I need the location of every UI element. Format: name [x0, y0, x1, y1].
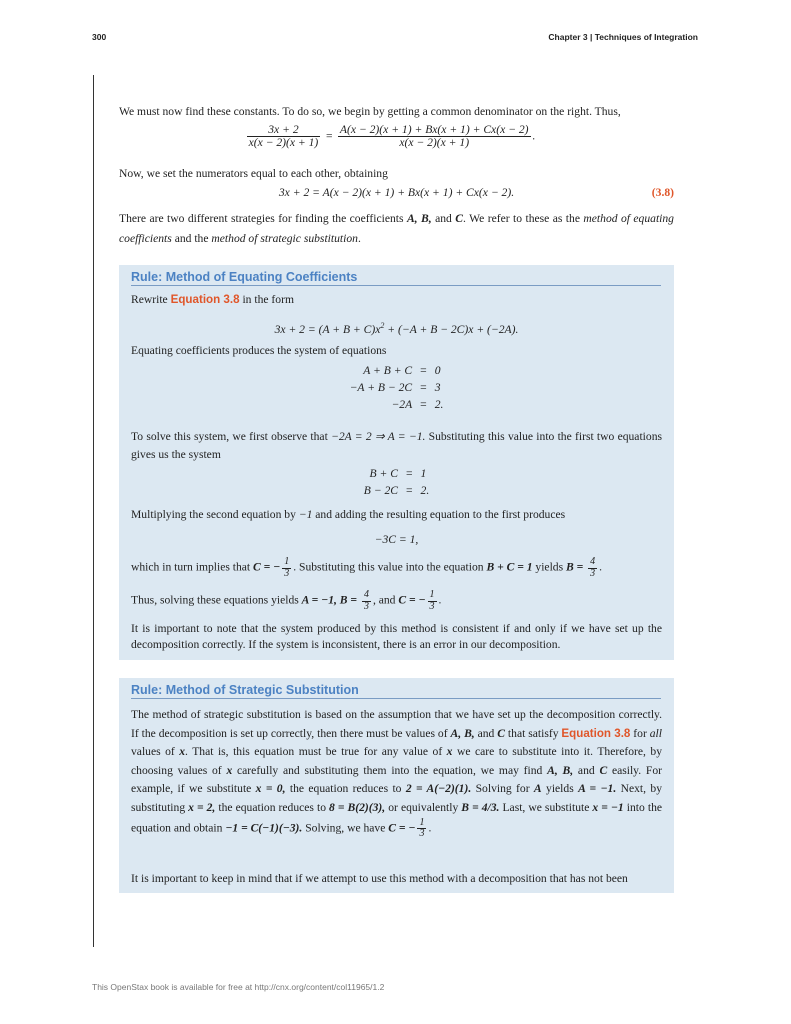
math: 2 = A(−2)(1).	[405, 782, 472, 796]
paragraph	[131, 342, 662, 360]
system-cell: B + C	[369, 467, 398, 480]
text: .	[357, 232, 361, 245]
system-cell: =	[420, 381, 427, 394]
page-number: 300	[92, 32, 107, 42]
paragraph	[131, 291, 662, 309]
denominator: 3	[590, 567, 596, 579]
text: .	[438, 593, 442, 607]
text: that satisfy	[505, 726, 562, 740]
text: It is important to keep in mind that if we attempt to use this method with a decomposition that has not been	[131, 872, 628, 885]
system-row	[346, 379, 448, 396]
math: C	[497, 726, 506, 740]
system-cell: 2.	[420, 484, 430, 497]
system-row	[346, 396, 448, 413]
paragraph	[131, 506, 662, 524]
system-row	[346, 362, 448, 379]
denominator: x(x − 2)(x + 1)	[399, 136, 470, 150]
text: It is important to note that the system produced by this method is consistent if and only if we have set up the decomposition correctly. If the system is inconsistent, there is an error in our decomposition.	[131, 622, 662, 651]
text: There are two different strategies for finding the coefficients	[119, 212, 407, 225]
equation-link[interactable]: Equation 3.8	[170, 293, 240, 306]
rule-title: Rule: Method of Strategic Substitution	[131, 683, 661, 699]
math: C	[599, 763, 608, 777]
paragraph	[119, 164, 674, 184]
text: , and	[372, 593, 399, 607]
text: yields	[541, 782, 579, 796]
math: A = −1,	[301, 593, 337, 607]
system-cell: −A + B − 2C	[349, 381, 413, 394]
equation	[131, 317, 662, 339]
equation-3-8	[119, 183, 674, 203]
rule-box-strategic-substitution	[119, 678, 674, 893]
equation-body	[279, 186, 514, 199]
text: .	[428, 821, 432, 835]
fraction	[338, 124, 531, 149]
text: the equation reduces to	[285, 782, 406, 796]
paragraph	[131, 706, 662, 840]
text: .	[599, 560, 603, 574]
math: C	[455, 212, 464, 225]
math: B =	[339, 593, 360, 607]
text: Equating coefficients produces the system of equations	[131, 344, 387, 357]
math: x = −1	[592, 800, 624, 814]
text: or equivalently	[385, 800, 462, 814]
text: . Substituting this value into the equation	[293, 560, 487, 574]
math: −2A = 2 ⇒ A = −1.	[331, 430, 426, 443]
emphasis: method of equating coefficients	[119, 212, 674, 245]
superscript: 2	[380, 321, 385, 330]
text: Last, we substitute	[499, 800, 593, 814]
text: Substituting this value into the first two equations gives us the system	[131, 430, 663, 461]
text: and	[474, 726, 498, 740]
system-cell: −2A	[391, 398, 413, 411]
numerator: A(x − 2)(x + 1) + Bx(x + 1) + Cx(x − 2)	[339, 123, 529, 136]
system-cell: 0	[434, 364, 441, 377]
denominator: 3	[419, 828, 425, 840]
paragraph	[131, 621, 662, 653]
paragraph	[131, 428, 662, 464]
text: we care to substitute into it. Therefore, by choosing values of	[131, 745, 662, 777]
system-row	[360, 482, 433, 499]
math: A,	[450, 726, 462, 740]
paragraph	[131, 870, 662, 888]
paragraph	[131, 557, 662, 579]
math: −1	[298, 508, 313, 521]
text: the equation reduces to	[215, 800, 330, 814]
text: and	[573, 763, 600, 777]
math: A	[533, 782, 542, 796]
denominator: 3	[363, 600, 369, 612]
margin-rule	[93, 75, 94, 947]
math: C = −	[388, 821, 416, 835]
denominator: 3	[429, 600, 435, 612]
text: for	[630, 726, 650, 740]
math: B,	[464, 726, 475, 740]
system-cell: B − 2C	[363, 484, 398, 497]
system-cell: 1	[420, 467, 427, 480]
math: A = −1.	[578, 782, 617, 796]
system-cell: =	[420, 398, 427, 411]
math: C = −	[253, 560, 281, 574]
text: Solving, we have	[302, 821, 389, 835]
system-cell: 3	[434, 381, 441, 394]
numerator: 1	[419, 816, 425, 828]
math: B =	[566, 560, 587, 574]
text: and adding the resulting equation to the first produces	[312, 508, 566, 521]
text: into the equation and obtain	[131, 800, 663, 835]
text: . We refer to these as the	[463, 212, 584, 225]
numerator: 4	[363, 589, 369, 600]
emphasis: method of strategic substitution	[211, 232, 358, 245]
text: and	[431, 212, 456, 225]
equation-number: (3.8)	[651, 186, 674, 199]
equation-system-2	[131, 465, 662, 499]
math: x = 2,	[188, 800, 216, 814]
emphasis: all	[649, 726, 662, 740]
system-cell: A + B + C	[363, 364, 413, 377]
system-cell: =	[405, 484, 413, 497]
math: B = 4/3.	[461, 800, 500, 814]
system-cell: =	[405, 467, 413, 480]
math: A,	[406, 212, 418, 225]
math: −3C = 1,	[374, 533, 419, 546]
paragraph	[119, 209, 674, 249]
math: 3x + 2 = A(x − 2)(x + 1) + Bx(x + 1) + Cx(x − 2).	[278, 186, 515, 199]
chapter-title: Chapter 3 | Techniques of Integration	[548, 32, 698, 42]
text: Rewrite	[131, 293, 171, 306]
text: To solve this system, we first observe that	[131, 430, 332, 443]
rule-title: Rule: Method of Equating Coefficients	[131, 270, 661, 286]
equation-link[interactable]: Equation 3.8	[561, 726, 631, 740]
text: carefully and substituting them into the equation, we may find	[232, 763, 548, 777]
text: . That is, this equation must be true for any value of	[185, 745, 447, 759]
text: easily. For example, if we substitute	[131, 763, 662, 796]
equation	[131, 531, 662, 549]
fraction	[282, 557, 291, 579]
fraction	[428, 590, 437, 612]
text: .	[532, 129, 536, 143]
rule-box-equating-coefficients	[119, 265, 674, 660]
footer-note: This OpenStax book is available for free at http://cnx.org/content/col11965/1.2	[92, 982, 385, 992]
paragraph	[119, 102, 674, 122]
text: and the	[171, 232, 212, 245]
text: Next, by substituting	[131, 782, 662, 814]
fraction	[588, 557, 597, 579]
math: B,	[421, 212, 432, 225]
math: C = −	[398, 593, 426, 607]
math: 8 = B(2)(3),	[329, 800, 386, 814]
fraction	[362, 590, 371, 612]
text: which in turn implies that	[131, 560, 254, 574]
text: We must now find these constants. To do so, we begin by getting a common denominator on the right. Thus,	[119, 105, 621, 118]
math: x	[226, 763, 233, 777]
math: −1 = C(−1)(−3).	[225, 821, 303, 835]
denominator: 3	[284, 567, 290, 579]
text: in the form	[239, 293, 294, 306]
math: x = 0,	[255, 782, 286, 796]
math: B,	[562, 763, 574, 777]
math: x	[179, 745, 186, 759]
math: 3x + 2 = (A + B + C)x	[274, 322, 381, 336]
text: Thus, solving these equations yields	[131, 593, 302, 607]
numerator: 4	[590, 556, 596, 567]
text: yields	[532, 560, 567, 574]
equation-system-1	[131, 362, 662, 413]
math: + (−A + B − 2C)x + (−2A).	[384, 322, 519, 336]
fraction	[417, 818, 426, 840]
text: Solving for	[471, 782, 534, 796]
text: values of	[131, 745, 180, 759]
equation-common-denominator	[220, 124, 560, 149]
math: B + C = 1	[486, 560, 533, 574]
numerator: 3x + 2	[247, 124, 321, 137]
denominator: x(x − 2)(x + 1)	[248, 136, 319, 150]
text: Now, we set the numerators equal to each other, obtaining	[119, 167, 388, 180]
text: The method of strategic substitution is based on the assumption that we have set up the decomposition correctly. If the decomposition is set up correctly, then there must be values of	[131, 708, 662, 740]
system-cell: =	[420, 364, 427, 377]
fraction	[247, 124, 321, 149]
paragraph	[131, 590, 662, 612]
system-row	[360, 465, 433, 482]
math: x	[446, 745, 453, 759]
text: =	[322, 129, 336, 143]
numerator: 1	[429, 589, 435, 600]
math: A,	[547, 763, 558, 777]
numerator: 1	[284, 556, 290, 567]
system-cell: 2.	[434, 398, 444, 411]
text: Multiplying the second equation by	[131, 508, 299, 521]
